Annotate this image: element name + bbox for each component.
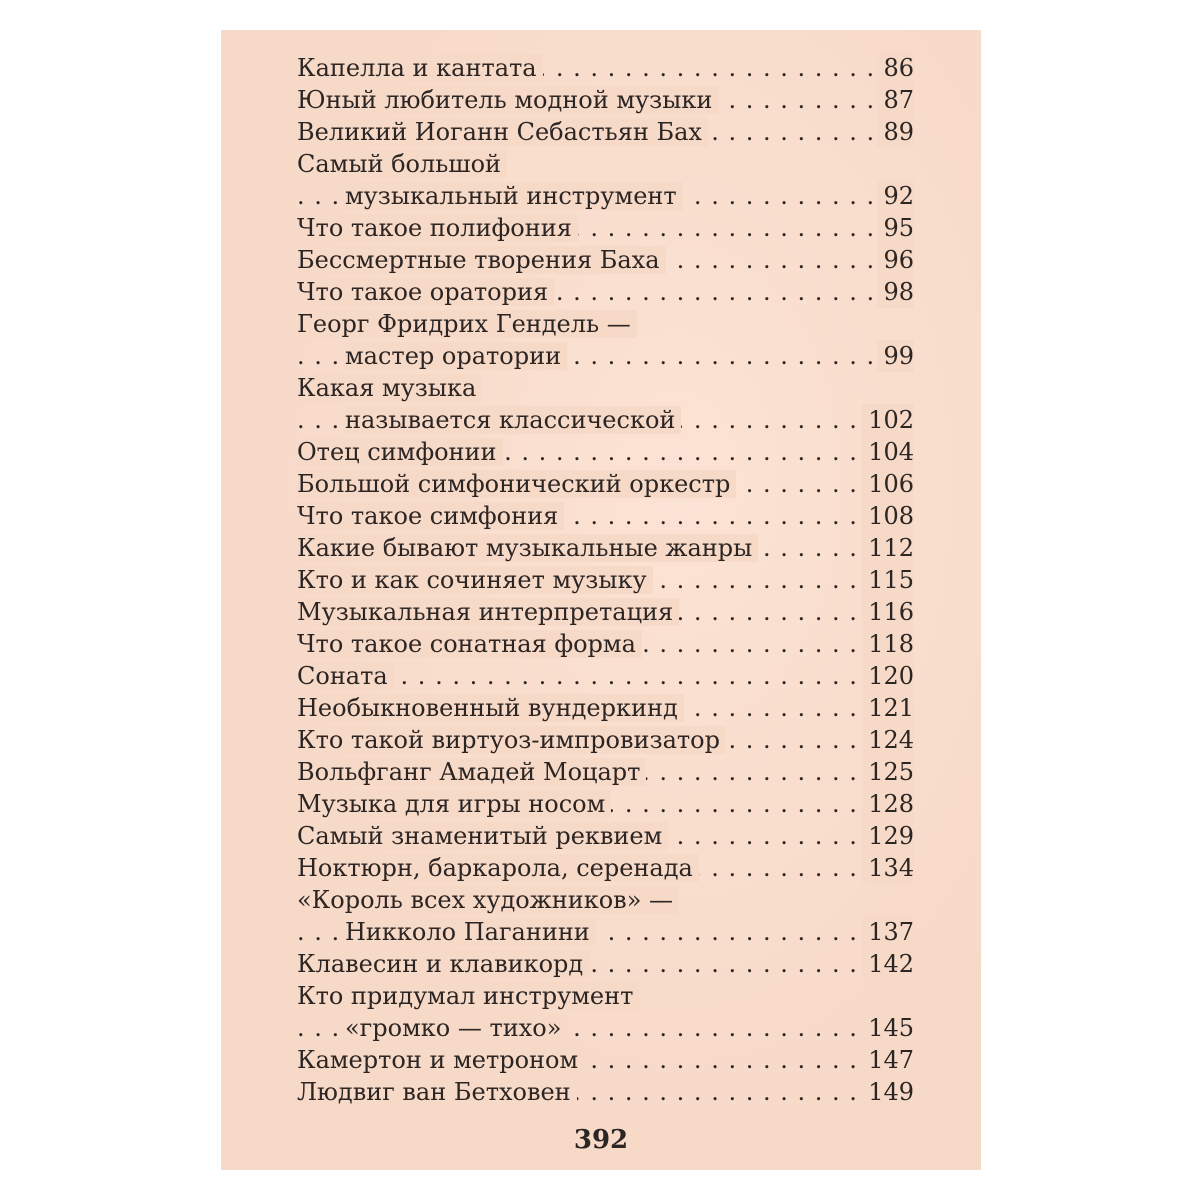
toc-entry-page: 116 xyxy=(862,596,914,628)
toc-entry xyxy=(297,500,914,532)
toc-entry-title: «Король всех художников» — xyxy=(297,886,679,914)
toc-entry xyxy=(297,532,914,564)
toc-entry xyxy=(297,372,914,404)
toc-entry-page: 137 xyxy=(862,916,914,948)
toc-entry-title: Ноктюрн, баркарола, серенада xyxy=(297,854,699,882)
toc-entry xyxy=(297,436,914,468)
toc-entry-page: 112 xyxy=(862,532,914,564)
toc-entry xyxy=(297,788,914,820)
toc-entry-title: Что такое оратория xyxy=(297,278,554,306)
toc-entry xyxy=(297,468,914,500)
toc-entry-title: Клавесин и клавикорд xyxy=(297,950,589,978)
toc-entry-page: 87 xyxy=(877,84,914,116)
toc-entry-title: Камертон и метроном xyxy=(297,1046,584,1074)
toc-entry xyxy=(297,244,914,276)
book-page xyxy=(221,30,981,1170)
toc-entry xyxy=(297,916,914,948)
toc-entry-page: 102 xyxy=(862,404,914,436)
toc-entry xyxy=(297,628,914,660)
toc-entry-title: «громко — тихо» xyxy=(345,1014,567,1042)
toc-entry xyxy=(297,340,914,372)
toc-entry xyxy=(297,148,914,180)
toc-entry-title: Юный любитель модной музыки xyxy=(297,86,718,114)
toc-entry-page: 104 xyxy=(862,436,914,468)
toc-entry xyxy=(297,276,914,308)
toc-entry-page: 89 xyxy=(877,116,914,148)
toc-entry-title: Соната xyxy=(297,662,394,690)
toc-entry-page: 134 xyxy=(862,852,914,884)
toc-entry-title: Что такое полифония xyxy=(297,214,578,242)
toc-entry xyxy=(297,660,914,692)
toc-entry-page: 121 xyxy=(862,692,914,724)
toc-entry-title: Георг Фридрих Гендель — xyxy=(297,310,637,338)
toc-entry-title: Самый большой xyxy=(297,150,507,178)
toc-entry-title: мастер оратории xyxy=(345,342,567,370)
toc-entry-page: 147 xyxy=(862,1044,914,1076)
toc-entry-page: 86 xyxy=(877,52,914,84)
toc-entry xyxy=(297,884,914,916)
toc-entry xyxy=(297,596,914,628)
toc-entry-page: 106 xyxy=(862,468,914,500)
toc-entry xyxy=(297,692,914,724)
toc-entry xyxy=(297,1044,914,1076)
table-of-contents xyxy=(297,52,914,1108)
toc-entry-page: 108 xyxy=(862,500,914,532)
toc-entry-page: 124 xyxy=(862,724,914,756)
toc-entry-title: Какая музыка xyxy=(297,374,482,402)
toc-entry-title: Кто и как сочиняет музыку xyxy=(297,566,653,594)
toc-entry-title: Отец симфонии xyxy=(297,438,503,466)
toc-entry-title: Что такое симфония xyxy=(297,502,564,530)
toc-entry-title: Какие бывают музыкальные жанры xyxy=(297,534,758,562)
toc-entry-title: Великий Иоганн Себастьян Бах xyxy=(297,118,708,146)
toc-entry xyxy=(297,564,914,596)
toc-entry-title: Необыкновенный вундеркинд xyxy=(297,694,684,722)
toc-entry-title: Бессмертные творения Баха xyxy=(297,246,666,274)
toc-entry xyxy=(297,404,914,436)
toc-entry xyxy=(297,84,914,116)
toc-entry-page: 98 xyxy=(877,276,914,308)
toc-entry-title: Никколо Паганини xyxy=(345,918,596,946)
toc-entry xyxy=(297,820,914,852)
toc-entry xyxy=(297,180,914,212)
toc-entry-page: 96 xyxy=(877,244,914,276)
toc-entry-page: 149 xyxy=(862,1076,914,1108)
toc-entry-page: 92 xyxy=(877,180,914,212)
toc-entry xyxy=(297,948,914,980)
toc-entry xyxy=(297,116,914,148)
page-number: 392 xyxy=(573,1125,629,1155)
toc-entry xyxy=(297,980,914,1012)
toc-entry-title: Вольфганг Амадей Моцарт xyxy=(297,758,646,786)
toc-entry-page: 125 xyxy=(862,756,914,788)
toc-entry xyxy=(297,1076,914,1108)
toc-entry-page: 142 xyxy=(862,948,914,980)
toc-entry-title: музыкальный инструмент xyxy=(345,182,683,210)
toc-entry-page: 128 xyxy=(862,788,914,820)
toc-entry xyxy=(297,1012,914,1044)
toc-entry-title: Кто придумал инструмент xyxy=(297,982,639,1010)
toc-entry-title: Кто такой виртуоз-импровизатор xyxy=(297,726,726,754)
toc-entry xyxy=(297,756,914,788)
toc-entry-title: Музыкальная интерпретация xyxy=(297,598,679,626)
toc-entry-page: 120 xyxy=(862,660,914,692)
toc-entry-page: 145 xyxy=(862,1012,914,1044)
toc-entry-page: 95 xyxy=(877,212,914,244)
toc-entry xyxy=(297,724,914,756)
toc-entry-title: Людвиг ван Бетховен xyxy=(297,1078,577,1106)
toc-entry-title: Что такое сонатная форма xyxy=(297,630,642,658)
toc-entry-page: 115 xyxy=(862,564,914,596)
toc-entry-title: Большой симфонический оркестр xyxy=(297,470,736,498)
toc-entry xyxy=(297,308,914,340)
toc-entry-page: 129 xyxy=(862,820,914,852)
toc-entry xyxy=(297,852,914,884)
toc-entry-title: Самый знаменитый реквием xyxy=(297,822,668,850)
toc-entry xyxy=(297,52,914,84)
toc-entry-title: Капелла и кантата xyxy=(297,54,543,82)
toc-entry-title: называется классической xyxy=(345,406,681,434)
toc-entry xyxy=(297,212,914,244)
toc-entry-page: 118 xyxy=(862,628,914,660)
toc-entry-title: Музыка для игры носом xyxy=(297,790,611,818)
toc-entry-page: 99 xyxy=(877,340,914,372)
